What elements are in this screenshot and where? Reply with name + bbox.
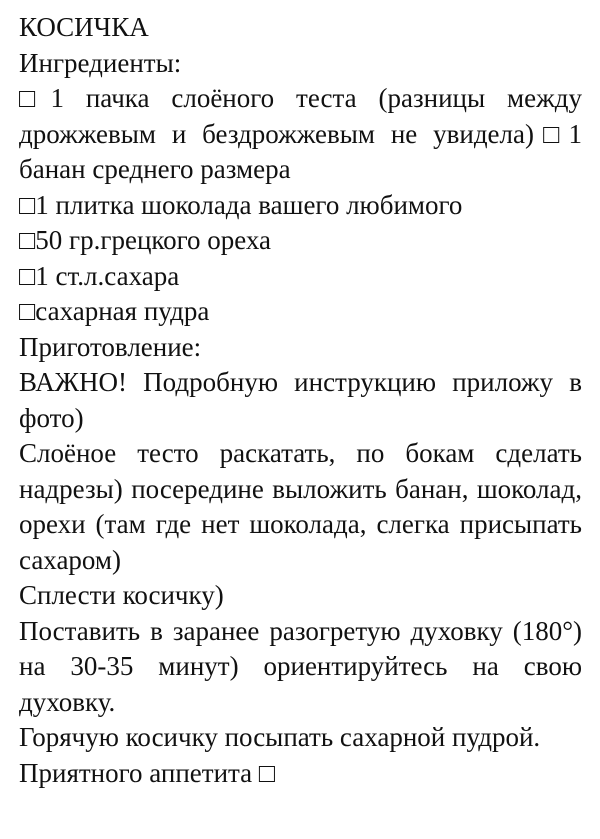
ingredient-item: □1 ст.л.сахара [19, 260, 180, 291]
instruction-step: Слоёное тесто раскатать, по бокам сделать надрезы) посередине выложить банан, шоколад, орехи (там где нет шоколада, слегка присыпать сахаром) [19, 438, 582, 575]
ingredient-item: □1 пачка слоёного теста (разницы между дрожжевым и бездрожжевым не увидела)□1 банан среднего размера [19, 83, 582, 184]
ingredient-item: □сахарная пудра [19, 296, 210, 326]
recipe-title: КОСИЧКА [19, 12, 149, 42]
instruction-step: Сплести косичку) [19, 580, 224, 610]
instruction-step: Поставить в заранее разогретую духовку (180°) на 30-35 минут) ориентируйтесь на свою духовку. [19, 615, 582, 717]
recipe-document [19, 10, 582, 791]
ingredient-item: □50 гр.грецкого ореха [19, 225, 272, 255]
ingredient-item: □1 плитка шоколада вашего любимого [19, 189, 463, 220]
instruction-step: Горячую косичку посыпать сахарной пудрой. [19, 722, 541, 752]
instruction-step: ВАЖНО! Подробную инструкцию приложу в фото) [19, 367, 582, 433]
ingredients-heading: Ингредиенты: [19, 47, 182, 78]
method-heading: Приготовление: [19, 331, 202, 362]
closing-line: Приятного аппетита □ [19, 757, 276, 788]
